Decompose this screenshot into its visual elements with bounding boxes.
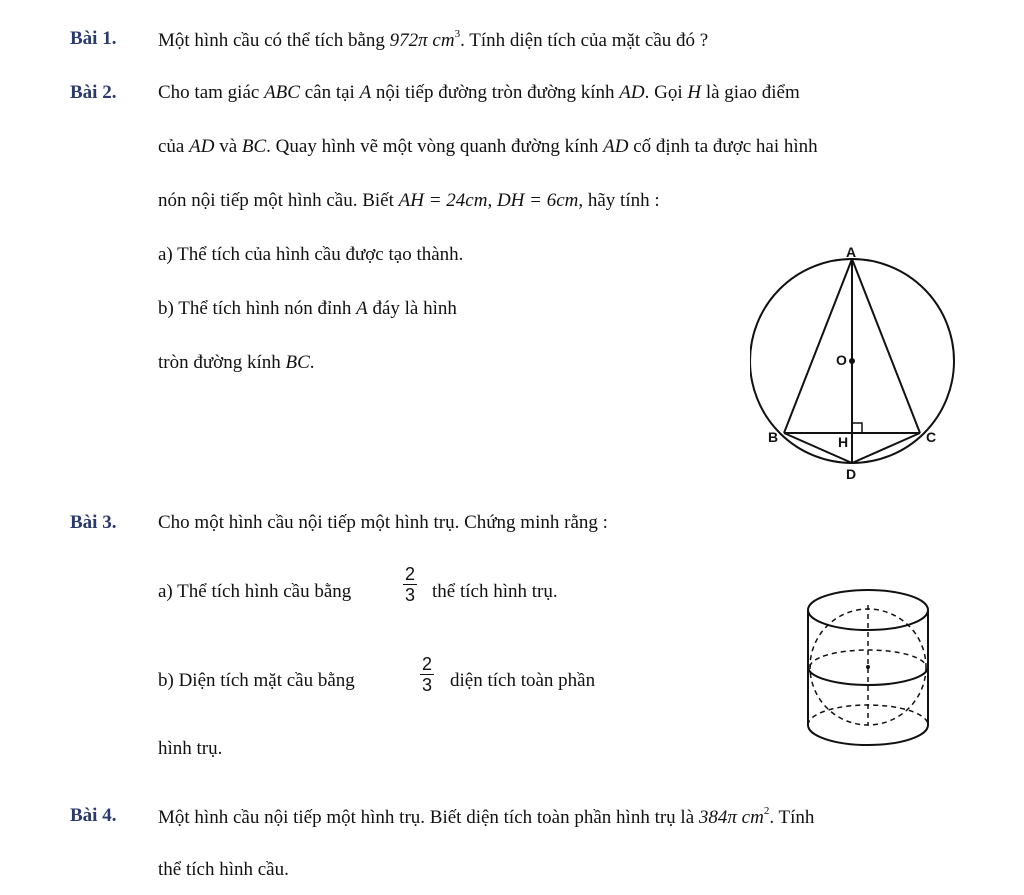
denominator: 3 [405,585,416,605]
text: . Tính diện tích của mặt cầu đó ? [460,30,709,51]
text: Một hình cầu có thể tích bằng [158,30,385,51]
sphere-center [866,665,870,669]
math: AD [189,136,215,157]
problem-3-label: Bài 3. [70,512,117,533]
segment-cd [852,433,920,463]
problem-2-line-1 [158,82,800,104]
text: là giao điểm [705,82,800,103]
math: A [356,298,368,319]
text: . [309,352,315,373]
math-area: 384π [698,807,737,828]
math: DH = 6cm [496,190,579,211]
text: nón nội tiếp một hình cầu. Biết [158,190,394,211]
text: của [158,136,185,157]
label-a: A [846,244,857,260]
denominator: 3 [422,675,433,695]
numerator: 2 [405,564,416,584]
numerator: 2 [422,654,433,674]
math: H [687,82,702,103]
text: . Tính [769,807,815,828]
math: AD [619,82,645,103]
problem-3-part-a-lead: a) Thể tích hình cầu bằng [158,581,352,602]
fraction-two-thirds [420,654,434,695]
problem-2-part-b-line-2 [158,352,315,374]
math-exponent: 2 [763,805,770,817]
math: ABC [264,82,300,103]
problem-3-part-a-tail: thể tích hình trụ. [432,581,558,602]
center-point [849,358,855,364]
text: . Quay hình vẽ một vòng quanh đường kính [266,136,599,157]
math-unit: cm [432,30,455,51]
label-c: C [926,429,937,445]
text: , [487,190,493,211]
label-h: H [838,434,849,450]
math: BC [285,352,310,373]
label-d: D [846,466,857,482]
side-ab [784,259,852,433]
math: A [359,82,372,103]
text: , hãy tính : [578,190,660,211]
problem-2-label: Bài 2. [70,82,117,103]
problem-1-text [158,28,708,52]
text: cố định ta được hai hình [633,136,818,157]
sphere-in-cylinder-figure [795,585,945,755]
math-unit: cm [741,807,764,828]
problem-4-line-2: thể tích hình cầu. [158,859,289,880]
text: Cho tam giác [158,82,260,103]
cylinder-bottom-front [808,725,928,745]
math-exponent: 3 [454,28,461,40]
fraction-two-thirds [403,564,417,605]
problem-3-text: Cho một hình cầu nội tiếp một hình trụ. Chứng minh rằng : [158,512,608,533]
problem-2-part-a: a) Thể tích của hình cầu được tạo thành. [158,244,464,265]
problem-1-label: Bài 1. [70,28,117,49]
text: đáy là hình [372,298,457,319]
right-angle-mark [852,423,862,433]
problem-3-part-b-end: hình trụ. [158,738,223,759]
circle-triangle-figure [750,240,970,490]
math: AD [603,136,629,157]
text: Một hình cầu nội tiếp một hình trụ. Biết diện tích toàn phần hình trụ là [158,807,695,828]
label-o: O [836,352,847,368]
side-ac [852,259,920,433]
text: và [219,136,238,157]
math-volume: 972π [389,30,428,51]
problem-2-line-2 [158,136,818,158]
problem-3-part-b-lead: b) Diện tích mặt cầu bằng [158,670,355,691]
text: cân tại [304,82,355,103]
label-b: B [768,429,779,445]
text: b) Thể tích hình nón đỉnh [158,298,352,319]
text: . Gọi [644,82,683,103]
text: nội tiếp đường tròn đường kính [375,82,615,103]
math: BC [241,136,267,157]
problem-4-line-1 [158,805,814,829]
problem-2-part-b-line-1 [158,298,457,320]
math: AH = 24cm [398,190,488,211]
problem-2-line-3 [158,190,660,212]
text: tròn đường kính [158,352,281,373]
problem-4-label: Bài 4. [70,805,117,826]
problem-3-part-b-tail: diện tích toàn phần [450,670,596,691]
